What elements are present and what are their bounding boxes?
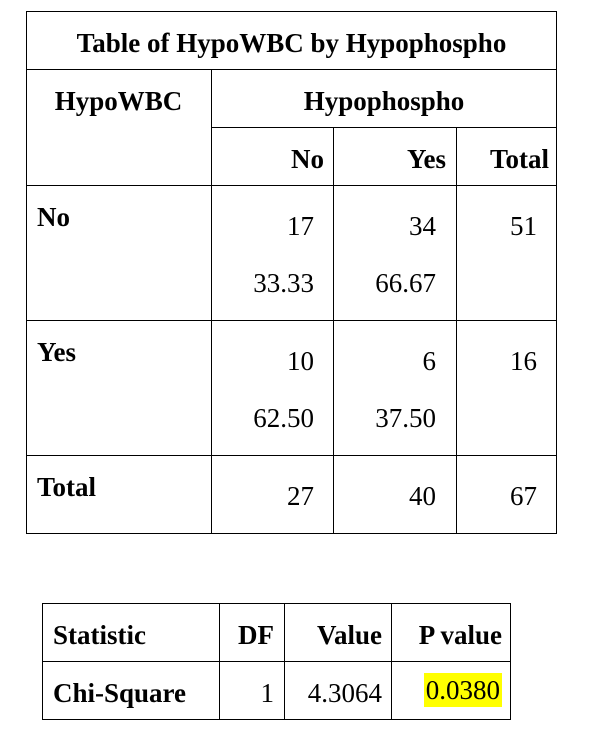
table-border-top (26, 11, 557, 12)
header-df: DF (238, 620, 274, 650)
table-rule (456, 127, 457, 534)
cell-count: 10 (287, 346, 314, 376)
row-label-no: No (37, 202, 70, 232)
cell-total: 51 (510, 211, 537, 241)
table-rule (26, 185, 557, 186)
chi-square-value: 4.3064 (307, 678, 382, 708)
table-rule (26, 320, 557, 321)
column-header-yes: Yes (407, 144, 446, 174)
cell-total: 16 (510, 346, 537, 376)
table-border-bottom (26, 533, 557, 534)
cell-count: 34 (409, 211, 436, 241)
table-rule (333, 127, 334, 534)
column-header-total: Total (489, 144, 549, 174)
header-value: Value (316, 620, 382, 650)
cell-count: 6 (422, 346, 436, 376)
table-rule (42, 661, 511, 662)
table-rule (211, 127, 557, 128)
table-border-left (42, 603, 43, 720)
cell-percent: 37.50 (375, 403, 436, 433)
cell-percent: 66.67 (375, 268, 436, 298)
table-rule (26, 455, 557, 456)
row-label-total: Total (37, 472, 97, 502)
header-p-value: P value (418, 620, 502, 650)
row-variable-header: HypoWBC (54, 86, 183, 116)
cell-percent: 33.33 (253, 268, 314, 298)
table-border-top (42, 603, 511, 604)
cell-count: 27 (287, 481, 314, 511)
cell-count: 40 (409, 481, 436, 511)
table-rule (26, 69, 557, 70)
cell-percent: 62.50 (253, 403, 314, 433)
df-value: 1 (260, 678, 274, 708)
cell-count: 17 (287, 211, 314, 241)
p-value-highlight: 0.0380 (425, 675, 500, 705)
cell-total: 67 (510, 481, 537, 511)
table-border-bottom (42, 719, 511, 720)
column-header-no: No (291, 144, 324, 174)
row-label-yes: Yes (37, 337, 76, 367)
column-variable-header: Hypophospho (303, 86, 465, 116)
table-rule (211, 69, 212, 534)
table-title: Table of HypoWBC by Hypophospho (76, 28, 507, 58)
table-border-right (510, 603, 511, 720)
stat-name: Chi-Square (53, 678, 187, 708)
header-statistic: Statistic (53, 620, 146, 650)
